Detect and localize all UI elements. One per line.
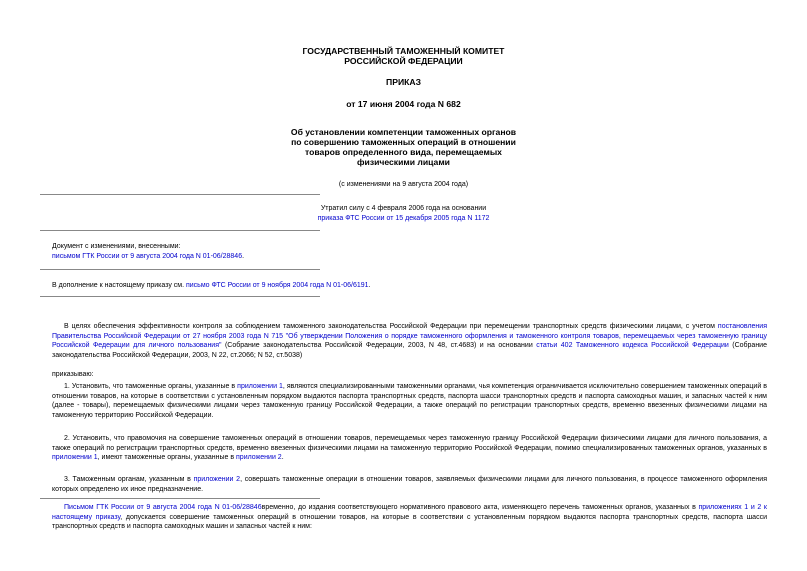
gtk-letter-link[interactable]: Письмом ГТК России от 9 августа 2004 года N 01-06/28846 <box>64 504 262 511</box>
expired-text: Утратил силу с 4 февраля 2006 года на основании <box>320 205 487 212</box>
customs-code-link[interactable]: статьи 402 Таможенного кодекса Российской Федерации <box>536 342 729 350</box>
changes-label: Документ с изменениями, внесенными: <box>52 243 181 250</box>
appendix-2-link[interactable]: приложении 2 <box>193 476 241 483</box>
document-header <box>0 46 807 66</box>
item-1-paragraph: 1. Установить, что таможенные органы, указанные в приложении 1, являются специализированными таможенными органами, чья компетенция ограничивается исключительно совершением таможенных операций в отношении товаров, на которые в соответствии с установленным порядком выдаются паспорта транспортных средств, паспорта шасси транспортных средств и паспорта самоходных машин, и запасных частей к ним (далее - товары), перемещаемых физическими лицами через таможенную границу Российской Федерации, а также операций по регистрации транспортных средств, временно ввезенных физическими лицами на таможенную территорию Российской Федерации. <box>52 383 767 419</box>
title-line1: Об установлении компетенции таможенных органов <box>290 127 517 137</box>
appendix-2-link[interactable]: приложении 2 <box>236 454 282 462</box>
doc-type: ПРИКАЗ <box>386 77 421 87</box>
title-line2: по совершению таможенных операций в отношении <box>291 137 516 147</box>
divider <box>40 296 320 297</box>
divider <box>40 194 320 195</box>
doc-title <box>0 127 807 167</box>
divider <box>40 269 320 270</box>
title-line4: физическими лицами <box>357 157 450 167</box>
temporary-paragraph: Письмом ГТК России от 9 августа 2004 года N 01-06/28846временно, до издания соответствующего нормативного правового акта, изменяющего перечень таможенных органов, указанных в приложениях 1 и 2 к настоящему приказу, допускается совершение таможенных операций в отношении товаров, на которые в соответствии с установленным порядком выдаются паспорта транспортных средств, паспорта шасси транспортных средств и паспорта самоходных машин и запасных частей к ним: <box>52 504 767 531</box>
divider <box>40 230 320 231</box>
changes-letter-link[interactable]: письмом ГТК России от 9 августа 2004 года N 01-06/28846 <box>52 252 243 260</box>
government-decree-link[interactable]: постановления Правительства Российской Федерации от 27 ноября 2003 года N 715 "Об утверждении Положения о порядке таможенного оформления и таможенного контроля товаров, перемещаемых через таможенную границу Российской Федерации для личного пользования" <box>52 323 767 350</box>
doc-date-number: от 17 июня 2004 года N 682 <box>346 99 461 109</box>
amendment-note: (с изменениями на 9 августа 2004 года) <box>338 181 469 188</box>
preamble-paragraph: В целях обеспечения эффективности контроля за соблюдением таможенного законодательства Российской Федерации при перемещении транспортных средств физическими лицами, с учетом постановления Правительства Российской Федерации от 27 ноября 2003 года N 715 "Об утверждении Положения о порядке таможенного оформления и таможенного контроля товаров, перемещаемых через таможенную границу Российской Федерации для личного пользования" (Собрание законодательства Российской Федерации, 2003, N 48, ст.4683) и на основании статьи 402 Таможенного кодекса Российской Федерации (Собрание законодательства Российской Федерации, 2003, N 22, ст.2066; N 52, ст.5038) <box>52 323 767 359</box>
changes-block: Документ с изменениями, внесенными: письмом ГТК России от 9 августа 2004 года N 01-06/28846. <box>52 243 245 260</box>
addition-block: В дополнение к настоящему приказу см. письмо ФТС России от 9 ноября 2004 года N 01-06/6191. <box>52 282 371 289</box>
divider <box>40 498 320 499</box>
org-name-line2: РОССИЙСКОЙ ФЕДЕРАЦИИ <box>344 56 463 66</box>
appendices-link[interactable]: приложениях 1 и 2 к настоящему приказу <box>52 504 767 521</box>
org-name-line1: ГОСУДАРСТВЕННЫЙ ТАМОЖЕННЫЙ КОМИТЕТ <box>302 46 505 56</box>
expired-order-link[interactable]: приказа ФТС России от 15 декабря 2005 года N 1172 <box>317 214 490 222</box>
item-2-paragraph: 2. Установить, что правомочия на совершение таможенных операций в отношении товаров, перемещаемых через таможенную границу Российской Федерации физическими лицами для личного пользования, а также операций по регистрации транспортных средств, временно ввезенных физическими лицами на таможенную территорию Российской Федерации, помимо специализированных таможенных органов, указанных в приложении 1, имеют таможенные органы, указанные в приложении 2. <box>52 435 767 462</box>
title-line3: товаров определенного вида, перемещаемых <box>305 147 502 157</box>
appendix-1-link[interactable]: приложении 1 <box>237 383 283 390</box>
expired-note <box>0 204 807 223</box>
item-3-paragraph: 3. Таможенным органам, указанным в приложении 2, совершать таможенные операции в отношении товаров, заявляемых физическими лицами для личного пользования, в процессе таможенного оформления которых определено их иное предназначение. <box>52 476 768 493</box>
order-word: приказываю: <box>52 371 94 378</box>
addition-letter-link[interactable]: письмо ФТС России от 9 ноября 2004 года N 01-06/6191 <box>185 282 369 289</box>
appendix-1-link[interactable]: приложении 1 <box>52 454 98 462</box>
